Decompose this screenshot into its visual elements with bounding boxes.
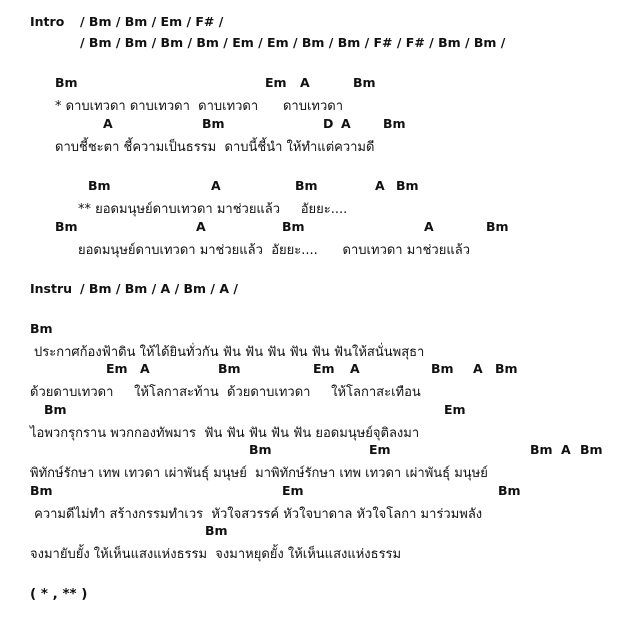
chord: Bm bbox=[218, 361, 241, 376]
intro-line-2: / Bm / Bm / Bm / Bm / Em / Em / Bm / Bm / F# / F# / Bm / Bm / bbox=[80, 35, 506, 50]
chord: Em bbox=[369, 442, 391, 457]
chord: A bbox=[341, 116, 351, 131]
chord: Em bbox=[444, 402, 466, 417]
chord: Bm bbox=[383, 116, 406, 131]
chord: A bbox=[211, 178, 221, 193]
lyric-line: ด้วยดาบเทวดา ให้โลกาสะท้าน ด้วยดาบเทวดา ให้โลกาสะเทือน bbox=[30, 385, 421, 400]
chord: Bm bbox=[396, 178, 419, 193]
intro-line-1: / Bm / Bm / Em / F# / bbox=[80, 14, 224, 29]
lyric-line: พิทักษ์รักษา เทพ เทวดา เผ่าพันธุ์ มนุษย์ มาพิทักษ์รักษา เทพ เทวดา เผ่าพันธุ์ มนุษย์ bbox=[30, 466, 488, 481]
chord: Em bbox=[106, 361, 128, 376]
chord: A bbox=[140, 361, 150, 376]
chord: Bm bbox=[88, 178, 111, 193]
lyric-line: ดาบชี้ชะตา ชี้ความเป็นธรรม ดาบนี้ชี้นำ ให้ทำแต่ความดี bbox=[55, 140, 375, 155]
chord: A bbox=[561, 442, 571, 457]
chord: D bbox=[323, 116, 334, 131]
chord: A bbox=[196, 219, 206, 234]
chord: A bbox=[375, 178, 385, 193]
chord: Bm bbox=[30, 483, 53, 498]
chord: Em bbox=[265, 75, 287, 90]
lyric-line: ** ยอดมนุษย์ดาบเทวดา มาช่วยแล้ว อัยยะ.... bbox=[78, 202, 348, 217]
chord: Em bbox=[282, 483, 304, 498]
lyric-line: ความดีไม่ทำ สร้างกรรมทำเวร หัวใจสวรรค์ หัวใจบาดาล หัวใจโลกา มาร่วมพลัง bbox=[30, 507, 483, 522]
chord: Bm bbox=[486, 219, 509, 234]
chord: Bm bbox=[295, 178, 318, 193]
chord: Bm bbox=[282, 219, 305, 234]
chord: Bm bbox=[353, 75, 376, 90]
chord: Bm bbox=[55, 75, 78, 90]
chord: Bm bbox=[580, 442, 603, 457]
chord: Em bbox=[313, 361, 335, 376]
lyric-line: จงมายับยั้ง ให้เห็นแสงแห่งธรรม จงมาหยุดยั้ง ให้เห็นแสงแห่งธรรม bbox=[30, 547, 402, 562]
chord: A bbox=[300, 75, 310, 90]
chord: Bm bbox=[44, 402, 67, 417]
chord: Bm bbox=[55, 219, 78, 234]
chord: Bm bbox=[495, 361, 518, 376]
instru-label: Instru bbox=[30, 281, 73, 296]
chord: A bbox=[424, 219, 434, 234]
lyric-line: ไอพวกรุกราน พวกกองทัพมาร ฟัน ฟัน ฟัน ฟัน ฟัน ยอดมนุษย์จุติลงมา bbox=[30, 426, 420, 441]
chord: A bbox=[103, 116, 113, 131]
outro-repeat: ( * , ** ) bbox=[30, 586, 88, 602]
lyric-line: * ดาบเทวดา ดาบเทวดา ดาบเทวดา ดาบเทวดา bbox=[55, 99, 344, 114]
chord: Bm bbox=[431, 361, 454, 376]
instru-line: / Bm / Bm / A / Bm / A / bbox=[80, 281, 238, 296]
chord: A bbox=[350, 361, 360, 376]
lyric-line: ประกาศก้องฟ้าดิน ให้ได้ยินทั่วกัน ฟัน ฟัน ฟัน ฟัน ฟัน ฟันให้สนั่นพสุธา bbox=[34, 345, 425, 360]
chord: Bm bbox=[205, 523, 228, 538]
chord: Bm bbox=[30, 321, 53, 336]
chord: A bbox=[473, 361, 483, 376]
chord: Bm bbox=[530, 442, 553, 457]
lyric-line: ยอดมนุษย์ดาบเทวดา มาช่วยแล้ว อัยยะ.... ดาบเทวดา มาช่วยแล้ว bbox=[78, 243, 470, 258]
intro-label: Intro bbox=[30, 14, 65, 29]
chord: Bm bbox=[498, 483, 521, 498]
chord: Bm bbox=[249, 442, 272, 457]
chord: Bm bbox=[202, 116, 225, 131]
